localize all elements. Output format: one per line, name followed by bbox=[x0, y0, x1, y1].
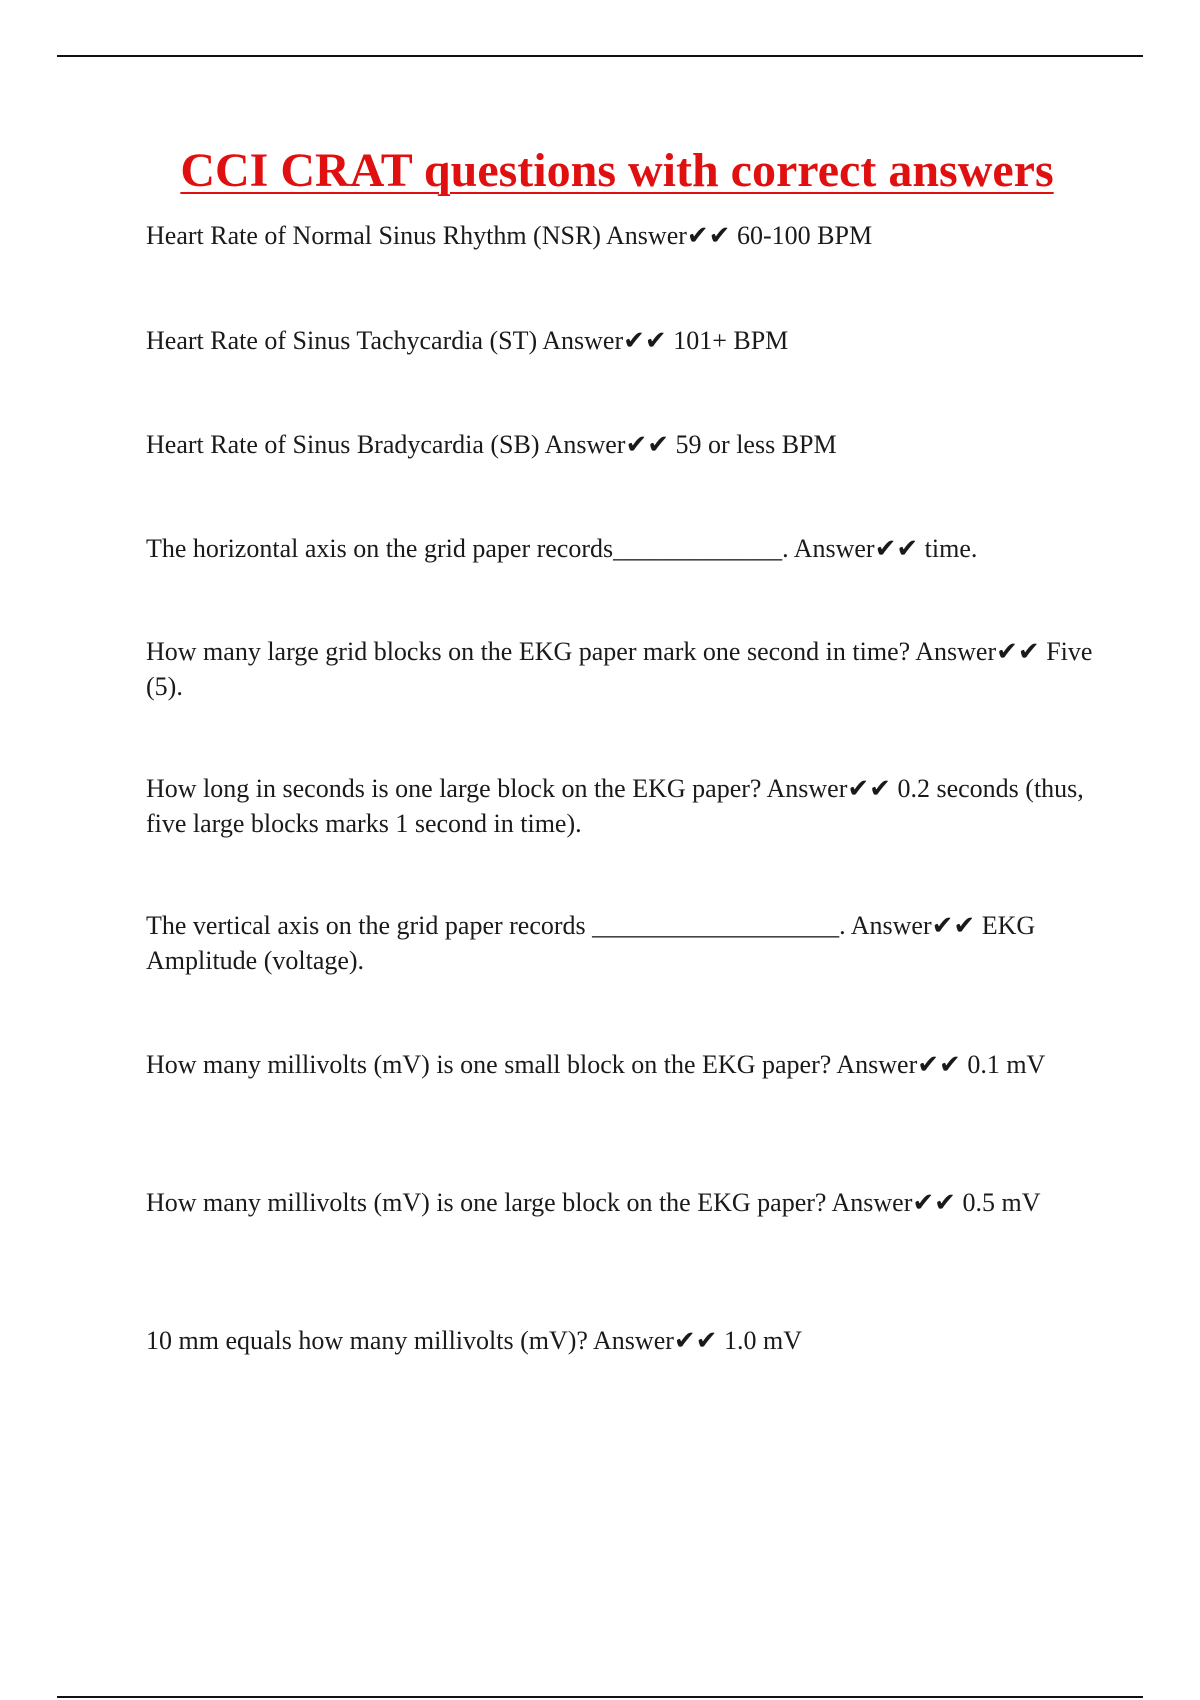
answer-text: time. bbox=[924, 534, 978, 563]
bottom-rule bbox=[57, 1696, 1143, 1698]
qa-item-7 bbox=[146, 908, 1096, 978]
qa-item-4 bbox=[146, 531, 1096, 566]
answer-label: Answer✔✔ bbox=[766, 774, 891, 803]
top-rule bbox=[57, 55, 1143, 57]
answer-label: Answer✔✔ bbox=[836, 1050, 961, 1079]
qa-item-9 bbox=[146, 1185, 1096, 1220]
answer-label: Answer✔✔ bbox=[850, 911, 976, 940]
question-text: Heart Rate of Normal Sinus Rhythm (NSR) bbox=[146, 221, 601, 250]
answer-text: 1.0 mV bbox=[723, 1326, 802, 1355]
qa-item-3 bbox=[146, 427, 1096, 462]
question-text: How many millivolts (mV) is one small block on the EKG paper? bbox=[146, 1050, 832, 1079]
answer-label: Answer✔✔ bbox=[544, 430, 670, 459]
qa-item-2 bbox=[146, 323, 1096, 358]
answer-text: 60-100 BPM bbox=[736, 221, 873, 250]
question-text: The vertical axis on the grid paper records ___________________. bbox=[146, 911, 846, 940]
question-text: How long in seconds is one large block on the EKG paper? bbox=[146, 774, 762, 803]
answer-text: 101+ BPM bbox=[673, 326, 789, 355]
answer-label: Answer✔✔ bbox=[542, 326, 667, 355]
qa-item-5 bbox=[146, 634, 1099, 704]
answer-text: 0.5 mV bbox=[962, 1188, 1041, 1217]
answer-label: Answer✔✔ bbox=[831, 1188, 956, 1217]
answer-label: Answer✔✔ bbox=[793, 534, 919, 563]
answer-label: Answer✔✔ bbox=[593, 1326, 718, 1355]
question-text: Heart Rate of Sinus Bradycardia (SB) bbox=[146, 430, 540, 459]
qa-item-10 bbox=[146, 1323, 1096, 1358]
qa-item-8 bbox=[146, 1047, 1096, 1082]
answer-label: Answer✔✔ bbox=[915, 637, 1040, 666]
answer-text: 0.1 mV bbox=[967, 1050, 1046, 1079]
question-text: How many millivolts (mV) is one large block on the EKG paper? bbox=[146, 1188, 827, 1217]
answer-text: EKG Amplitude (voltage). bbox=[146, 911, 1041, 975]
qa-item-6 bbox=[146, 771, 1096, 841]
answer-text: 0.2 seconds (thus, five large blocks marks 1 second in time). bbox=[146, 774, 1091, 838]
question-text: The horizontal axis on the grid paper records_____________. bbox=[146, 534, 789, 563]
question-text: 10 mm equals how many millivolts (mV)? bbox=[146, 1326, 588, 1355]
answer-text: Five (5). bbox=[146, 637, 1099, 701]
qa-item-1 bbox=[146, 218, 1096, 253]
question-text: Heart Rate of Sinus Tachycardia (ST) bbox=[146, 326, 538, 355]
page-title: CCI CRAT questions with correct answers bbox=[180, 144, 1054, 197]
question-text: How many large grid blocks on the EKG paper mark one second in time? bbox=[146, 637, 911, 666]
answer-label: Answer✔✔ bbox=[606, 221, 731, 250]
answer-text: 59 or less BPM bbox=[675, 430, 837, 459]
